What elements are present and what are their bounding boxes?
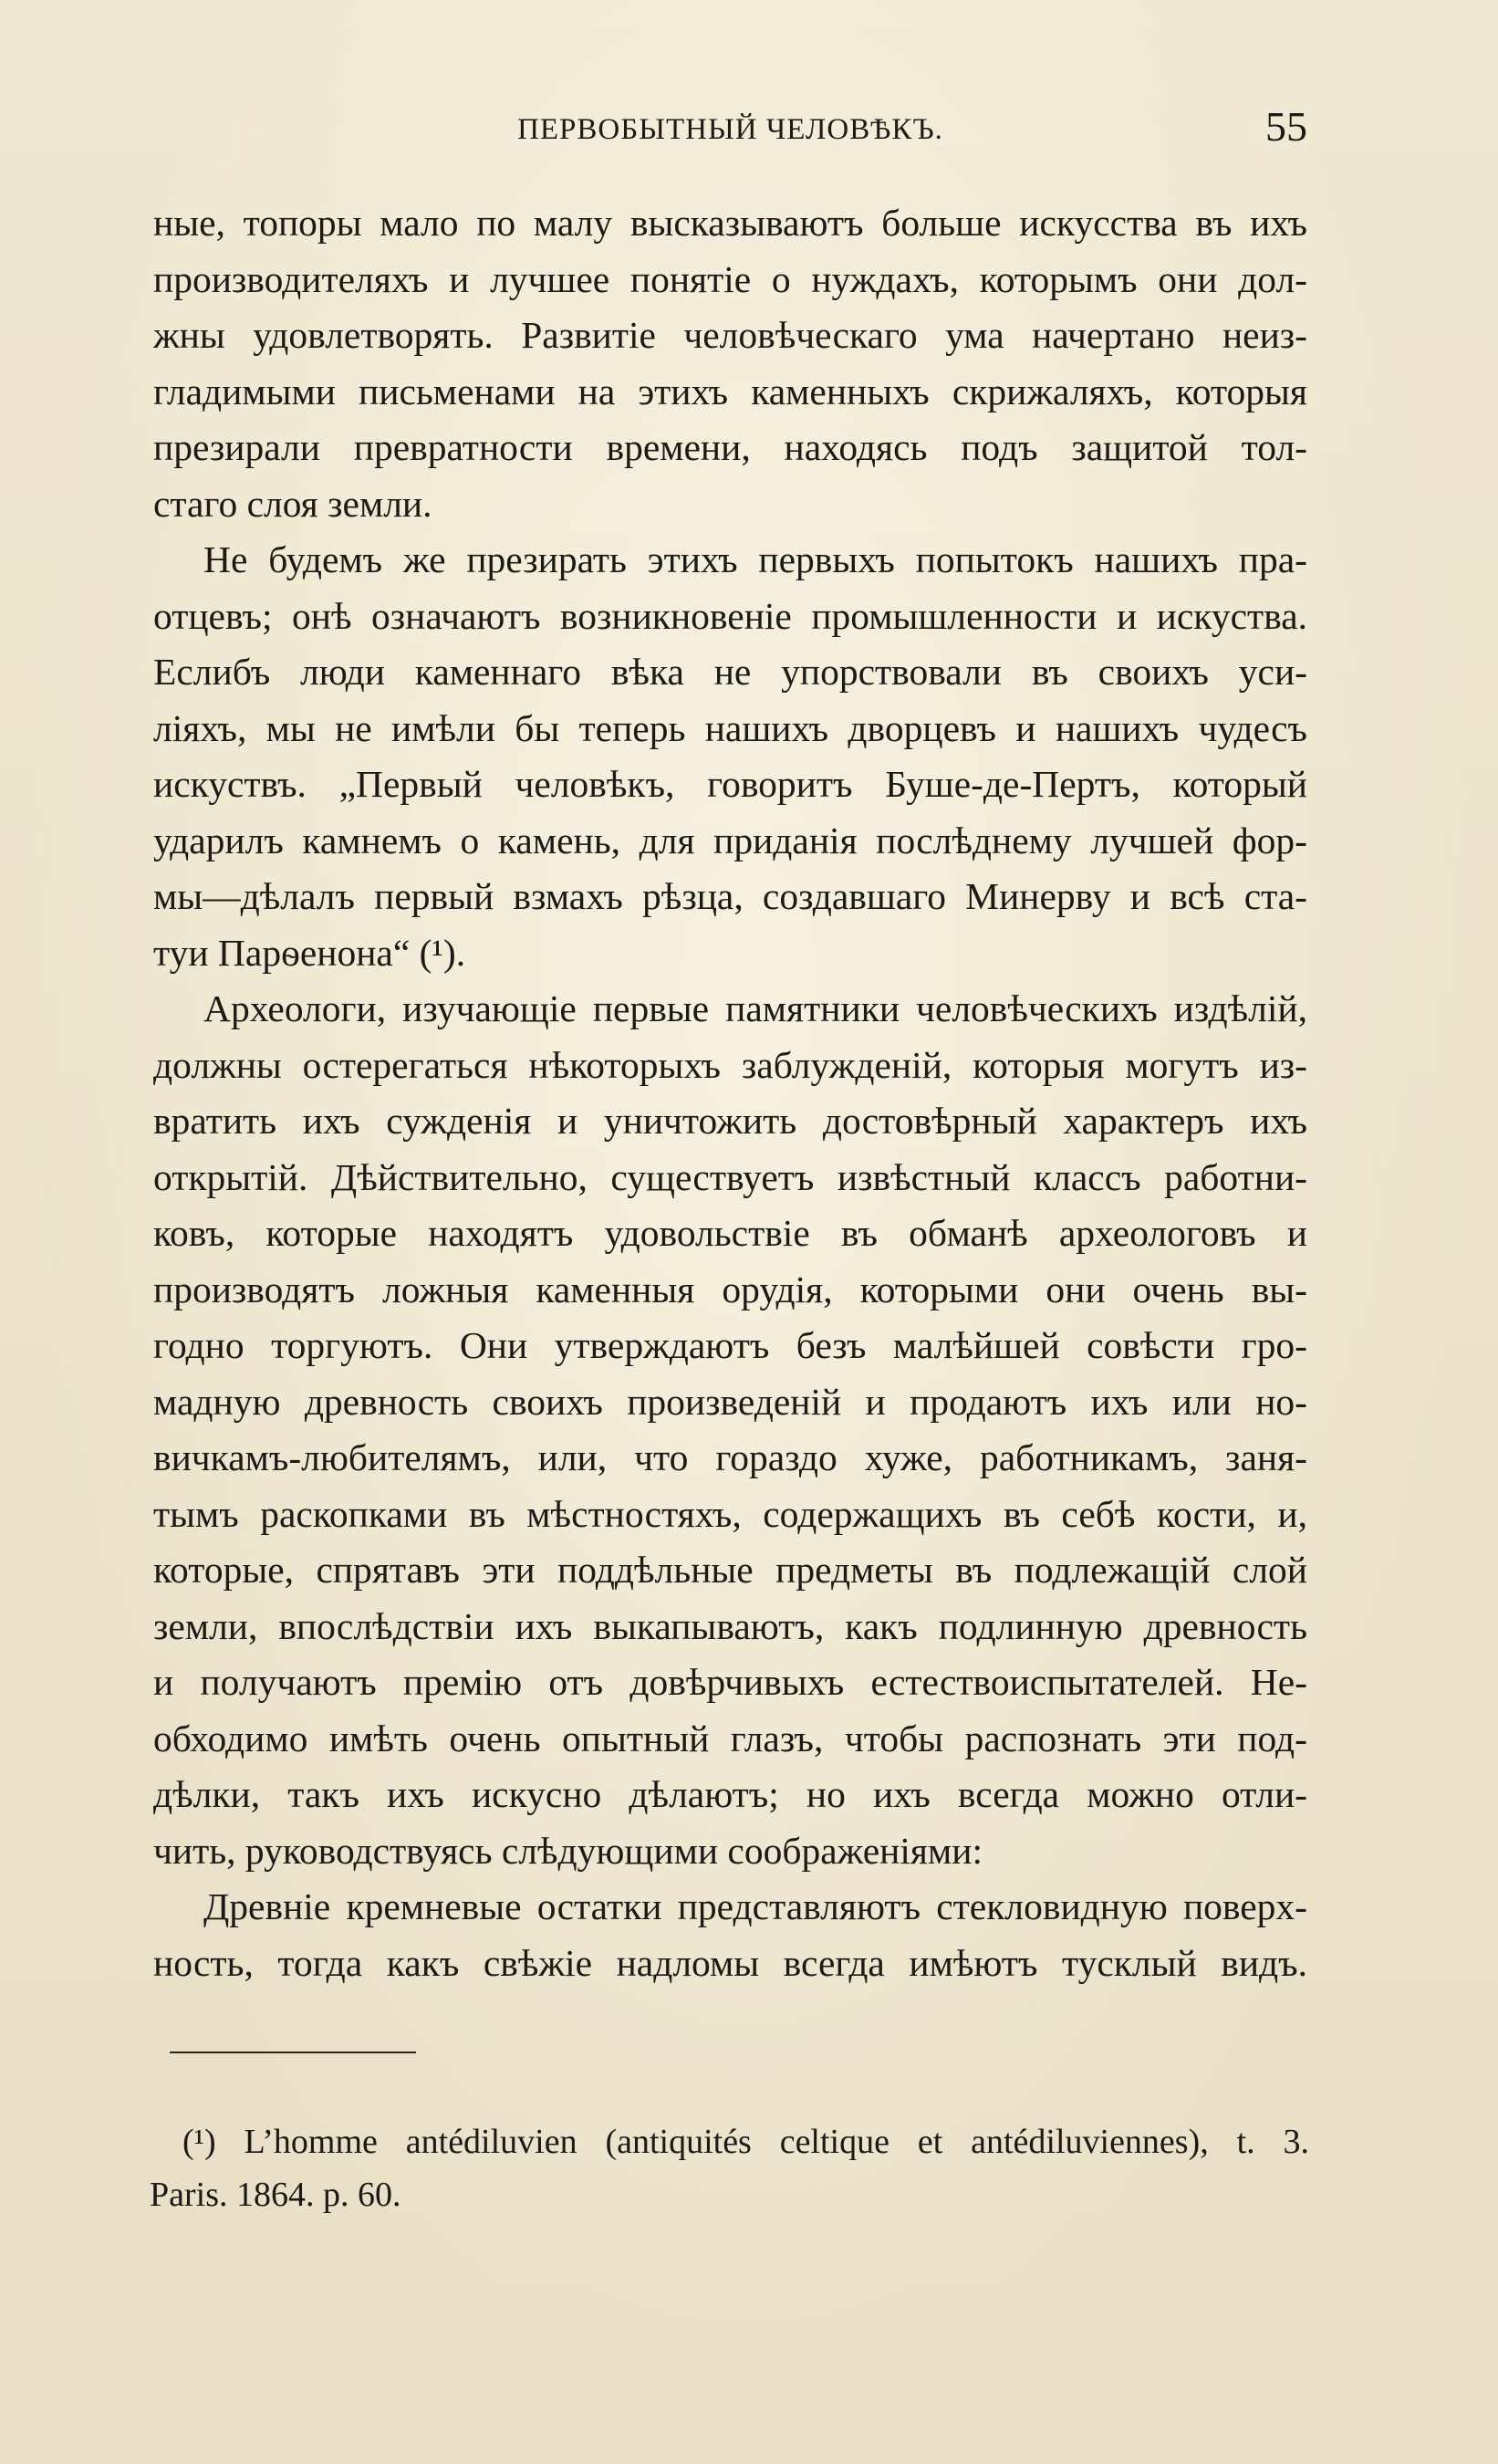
page-header [153, 102, 1307, 157]
text-line: стаго слоя земли. [153, 482, 432, 525]
paragraph [153, 1879, 1307, 1991]
text-line: чить, руководствуясь слѣдующими соображеніями: [153, 1829, 983, 1872]
text-line: ударилъ камнемъ о камень, для приданія послѣднему лучшей фор- [153, 819, 1307, 861]
text-line: и получаютъ премію отъ довѣрчивыхъ естествоиспытателей. Не- [153, 1661, 1307, 1703]
text-line: Древніе кремневые остатки представляютъ стекловидную поверх- [203, 1885, 1307, 1927]
running-title: ПЕРВОБЫТНЫЙ ЧЕЛОВѢКЪ. [517, 113, 943, 146]
text-line: производятъ ложныя каменныя орудія, которыми они очень вы- [153, 1268, 1307, 1310]
text-line: Археологи, изучающіе первые памятники человѣческихъ издѣлій, [203, 987, 1307, 1029]
footnote [150, 2115, 1309, 2221]
text-line: ліяхъ, мы не имѣли бы теперь нашихъ дворцевъ и нашихъ чудесъ [153, 706, 1307, 749]
text-line: обходимо имѣть очень опытный глазъ, чтобы распознать эти под- [153, 1717, 1307, 1759]
text-line: производителяхъ и лучшее понятіе о нуждахъ, которымъ они дол- [153, 257, 1307, 300]
text-line: ковъ, которые находятъ удовольствіе въ обманѣ археологовъ и [153, 1212, 1307, 1254]
text-line: годно торгуютъ. Они утверждаютъ безъ малѣйшей совѣсти гро- [153, 1324, 1307, 1366]
paragraph [153, 195, 1307, 532]
text-line: туи Парѳенона“ (¹). [153, 931, 466, 974]
footnote-divider [170, 2052, 416, 2053]
text-line: отцевъ; онѣ означаютъ возникновеніе промышленности и искуства. [153, 594, 1307, 637]
text-line: гладимыми письменами на этихъ каменныхъ скрижаляхъ, которыя [153, 370, 1307, 412]
footnote-line: (¹) L’homme antédiluvien (antiquités celtique et antédiluviennes), t. 3. [182, 2123, 1309, 2161]
text-line: дѣлки, такъ ихъ искусно дѣлаютъ; но ихъ всегда можно отли- [153, 1773, 1307, 1815]
text-line: жны удовлетворять. Развитіе человѣческаго ума начертано неиз- [153, 314, 1307, 356]
body-text [153, 195, 1307, 1991]
paragraph [153, 532, 1307, 981]
text-line: Не будемъ же презирать этихъ первыхъ попытокъ нашихъ пра- [203, 538, 1307, 580]
text-line: искуствъ. „Первый человѣкъ, говоритъ Буше-де-Пертъ, который [153, 763, 1307, 805]
text-line: Еслибъ люди каменнаго вѣка не упорствовали въ своихъ уси- [153, 651, 1307, 693]
page-number: 55 [1265, 103, 1307, 150]
text-line: тымъ раскопками въ мѣстностяхъ, содержащихъ въ себѣ кости, и, [153, 1492, 1307, 1535]
paragraph [153, 981, 1307, 1879]
text-line: ные, топоры мало по малу высказываютъ больше искусства въ ихъ [153, 202, 1307, 244]
text-line: ность, тогда какъ свѣжіе надломы всегда имѣютъ тусклый видъ. [153, 1941, 1307, 1984]
text-line: вичкамъ-любителямъ, или, что гораздо хуже, работникамъ, заня- [153, 1436, 1307, 1478]
text-line: должны остерегаться нѣкоторыхъ заблужденій, которыя могутъ из- [153, 1043, 1307, 1086]
text-line: мы—дѣлалъ первый взмахъ рѣзца, создавшаго Минерву и всѣ ста- [153, 875, 1307, 917]
text-line: мадную древность своихъ произведеній и продаютъ ихъ или но- [153, 1380, 1307, 1423]
text-line: вратить ихъ сужденія и уничтожить достовѣрный характеръ ихъ [153, 1100, 1307, 1142]
footnote-line: Paris. 1864. p. 60. [150, 2176, 401, 2214]
footnotes [150, 2115, 1309, 2221]
text-line: открытій. Дѣйствительно, существуетъ извѣстный классъ работни- [153, 1155, 1307, 1198]
text-line: земли, впослѣдствіи ихъ выкапываютъ, какъ подлинную древность [153, 1604, 1307, 1647]
text-line: которые, спрятавъ эти поддѣльные предметы въ подлежащій слой [153, 1549, 1307, 1591]
text-line: презирали превратности времени, находясь подъ защитой тол- [153, 426, 1307, 468]
